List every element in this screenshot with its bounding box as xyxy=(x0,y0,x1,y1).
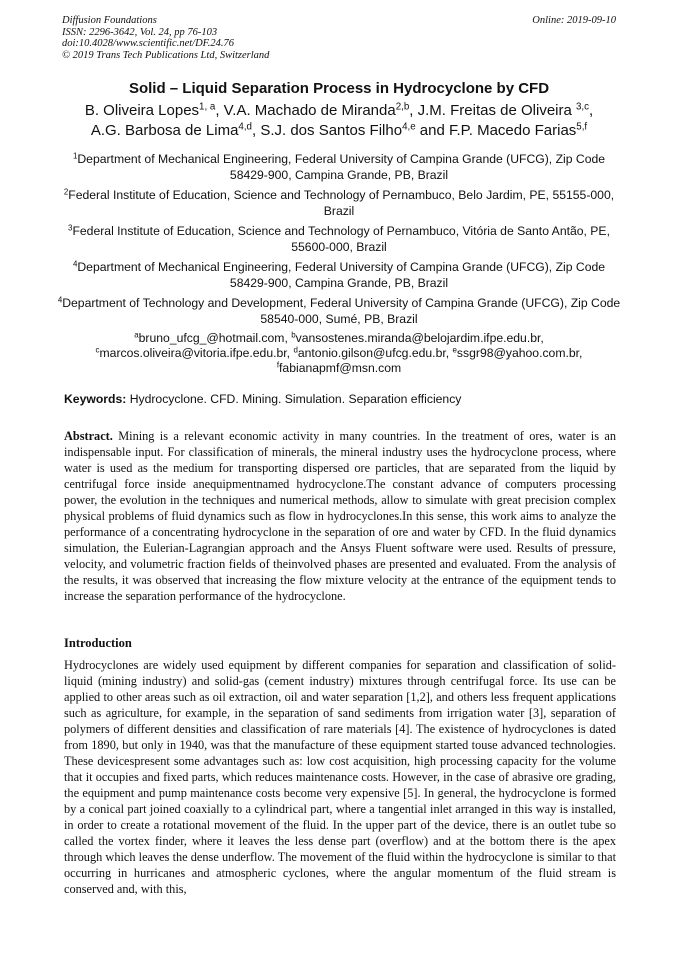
abstract-label: Abstract. xyxy=(64,429,113,443)
email-link[interactable]: marcos.oliveira@vitoria.ifpe.edu.br, xyxy=(99,346,294,360)
affiliation xyxy=(56,295,622,327)
affiliation-text: Department of Technology and Development, Federal University of Campina Grande (UFCG), Zip Code 58540-000, Sumé, PB, Brazil xyxy=(62,296,621,326)
author-name: B. Oliveira Lopes xyxy=(84,102,200,119)
email-link[interactable]: ssgr98@yahoo.com.br, xyxy=(456,346,583,360)
email-marker: d xyxy=(293,345,298,355)
running-header xyxy=(62,15,616,61)
affiliation xyxy=(56,259,622,291)
affiliation xyxy=(56,151,622,183)
online-date: Online: 2019-09-10 xyxy=(532,15,616,26)
author-affil-marker: 2,b xyxy=(395,101,410,113)
abstract xyxy=(64,428,616,604)
introduction-text: Hydrocyclones are widely used equipment by different companies for separation and classification of solid-liquid (mining industry) and solid-gas (cement industry) mixtures through centrifugal force. Its use can be applied to other areas such as oil extraction, oil and water separation [1,2], and others less frequent applications such as agriculture, for example, in the separation of sand sediments from irrigation water [3], separation of polymers of different densities and classification of rare materials [4]. The existence of hydrocyclones is dated from 1890, but only in 1940, was that the manufacture of these equipment started touse advanced technologies. These devicespresent some advantages such as: low cost acquisition, high processing capacity for the volume that it occupies and fixed parts, which reduces maintenance costs. However, in the case of abrasive ore grading, the equipment and pump maintenance costs become very expensive [5]. In general, the hydrocyclone is formed by a conical part joined coaxially to a cylindrical part, where a tangential inlet arranged in this way is installed, in order to create a rotational movement of the fluid. In the upper part of the device, there is an outlet tube so called the vortex finder, where it leaves the less dense part (overflow) and at the bottom there is the apex through which leaves the dense underflow. The movement of the fluid within the hydrocyclone is similar to that occurring in hurricanes and atmospheric cyclones, where the angular momentum of the fluid stream is conserved and, with this, xyxy=(64,658,616,896)
author-affil-marker: 1, a xyxy=(199,101,216,113)
affiliation-text: Federal Institute of Education, Science and Technology of Pernambuco, Vitória de Santo Antão, PE, 55600-000, Brazil xyxy=(72,224,610,254)
doi-line[interactable]: doi:10.4028/www.scientific.net/DF.24.76 xyxy=(62,38,234,49)
email-link[interactable]: bruno_ufcg_@hotmail.com, xyxy=(138,331,292,345)
affiliation-marker: 3 xyxy=(68,223,73,233)
email-marker: c xyxy=(95,345,100,355)
affiliation xyxy=(56,187,622,219)
affiliation-marker: 4 xyxy=(72,259,78,269)
author-affil-marker: 3,c xyxy=(576,101,590,113)
keywords-text: Hydrocyclone. CFD. Mining. Simulation. Separation efficiency xyxy=(126,392,462,406)
section-heading-introduction: Introduction xyxy=(64,636,132,650)
affiliation-text: Department of Mechanical Engineering, Federal University of Campina Grande (UFCG), Zip Code 58429-900, Campina Grande, PB, Brazil xyxy=(77,152,606,182)
email-link[interactable]: vansostenes.miranda@belojardim.ifpe.edu.br, xyxy=(295,331,544,345)
affiliation-text: Federal Institute of Education, Science and Technology of Pernambuco, Belo Jardim, PE, 55155-000, Brazil xyxy=(68,188,615,218)
email-marker: b xyxy=(291,330,296,340)
author-list xyxy=(40,101,638,141)
copyright-line: © 2019 Trans Tech Publications Ltd, Switzerland xyxy=(62,49,270,61)
author-separator: , xyxy=(409,102,418,119)
affiliation-marker: 2 xyxy=(63,187,69,197)
author-name: S.J. dos Santos Filho xyxy=(260,122,403,139)
email-marker: a xyxy=(134,330,139,340)
author-separator: , xyxy=(589,102,594,119)
author-name: A.G. Barbosa de Lima xyxy=(90,122,239,139)
keywords-label: Keywords: xyxy=(64,392,127,406)
author-separator: , xyxy=(251,122,261,139)
affiliation-text: Department of Mechanical Engineering, Federal University of Campina Grande (UFCG), Zip Code 58429-900, Campina Grande, PB, Brazil xyxy=(77,260,606,290)
issn-line: ISSN: 2296-3642, Vol. 24, pp 76-103 xyxy=(62,26,218,38)
author-affil-marker: 4,d xyxy=(238,121,252,133)
affiliation xyxy=(56,223,622,255)
author-name: V.A. Machado de Miranda xyxy=(223,102,396,119)
author-name: F.P. Macedo Farias xyxy=(449,122,577,139)
abstract-text: Mining is a relevant economic activity in many countries. In the treatment of ores, water is an indispensable input. For classification of minerals, the mineral industry uses the hydrocyclone process, where water is used as the medium for transporting dispersed ore particles, that are separated from the liquid by centrifugal force inside anequipmentnamed hydrocyclone.The constant advance of computers processing power, the evolution in the techniques and numerical methods, allow to simulate with great precision complex physical problems of fluid dynamics such as flow in hydrocyclones.In this sense, this work aims to analyze the performance of a concentrating hydrocyclone in the separation of ore and water by CFD. In the fluid dynamics simulation, the Eulerian-Lagrangian approach and the Ansys Fluent software were used. Results of pressure, velocity, and volumetric fraction fields of theinvolved phases are presented and evaluated. From the analysis of the results, it was observed that increasing the flow mixture velocity at the entrance of the equipment tends to increase the separation performance of the hydrocyclone. xyxy=(64,429,616,603)
journal-name: Diffusion Foundations xyxy=(62,15,157,26)
author-name: J.M. Freitas de Oliveira xyxy=(417,102,576,119)
author-emails xyxy=(56,331,622,376)
email-link[interactable]: antonio.gilson@ufcg.edu.br, xyxy=(297,346,453,360)
author-separator: and xyxy=(415,122,450,139)
keywords xyxy=(64,392,616,406)
author-affil-marker: 4,e xyxy=(402,121,416,133)
author-affil-marker: 5,f xyxy=(576,121,588,133)
paper-title: Solid – Liquid Separation Process in Hydrocyclone by CFD xyxy=(128,80,550,97)
affiliations xyxy=(56,151,622,376)
affiliation-marker: 1 xyxy=(72,151,78,161)
email-marker: e xyxy=(452,345,457,355)
author-separator: , xyxy=(215,102,224,119)
affiliation-marker: 4 xyxy=(57,295,63,305)
email-link[interactable]: fabianapmf@msn.com xyxy=(279,361,402,375)
email-marker: f xyxy=(276,360,280,370)
